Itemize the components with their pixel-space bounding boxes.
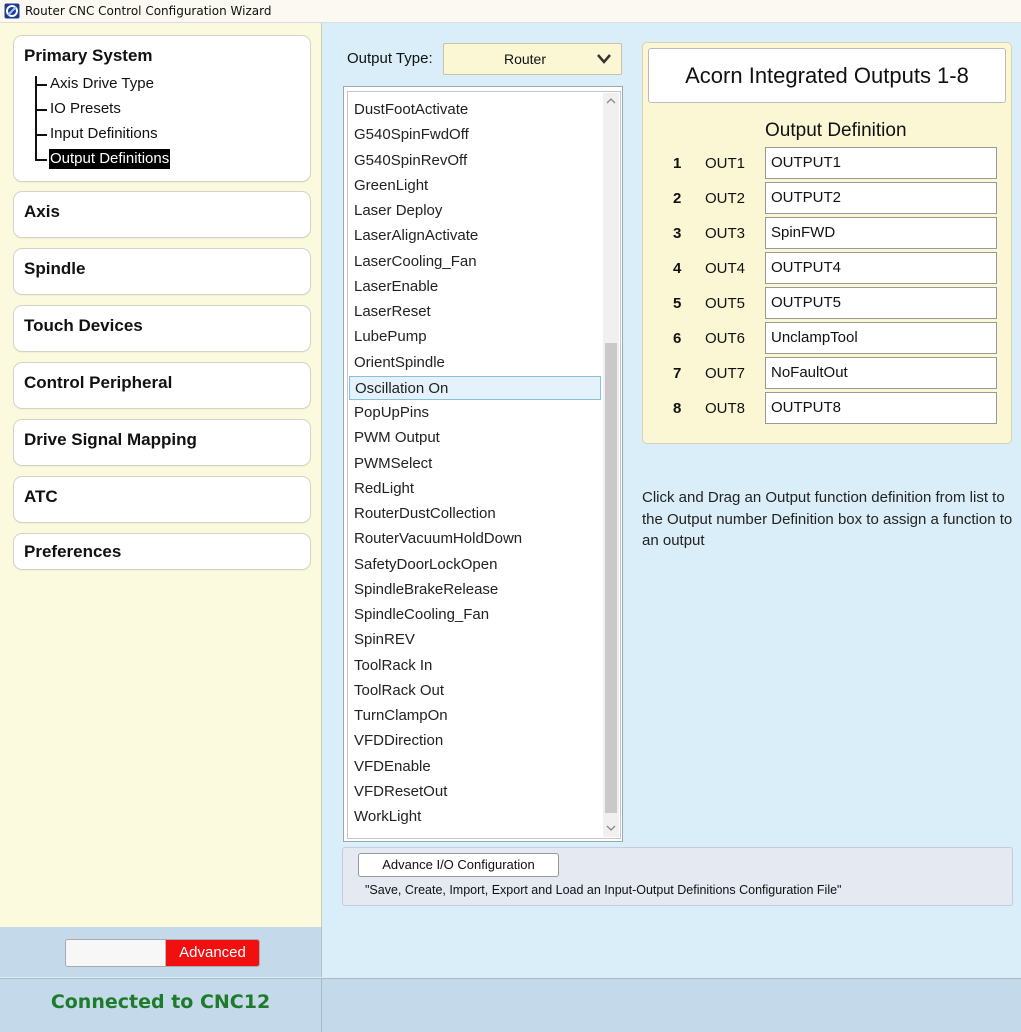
output-row: [643, 147, 1011, 182]
nav-control-peripheral[interactable]: [13, 362, 311, 409]
list-item[interactable]: G540SpinRevOff: [354, 151, 468, 169]
list-item[interactable]: VFDResetOut: [354, 782, 448, 800]
nav-axis-label: Axis: [24, 202, 60, 221]
list-item[interactable]: SafetyDoorLockOpen: [354, 555, 498, 573]
output-function-list[interactable]: [343, 86, 623, 842]
output-number: 8: [673, 400, 682, 417]
output-number: 5: [673, 295, 682, 312]
output-row: [643, 357, 1011, 392]
output-number: 7: [673, 365, 682, 382]
window-title: Router CNC Control Configuration Wizard: [25, 4, 272, 18]
connection-status: Connected to CNC12: [50, 991, 271, 1013]
output-name: OUT6: [705, 330, 746, 347]
output-function-list-body: [347, 91, 621, 839]
list-item[interactable]: ToolRack Out: [354, 681, 445, 699]
output-row: [643, 217, 1011, 252]
subitem-axis-drive-type[interactable]: Axis Drive Type: [50, 75, 154, 92]
output-row: [643, 287, 1011, 322]
output-number: 3: [673, 225, 682, 242]
outputs-panel: [642, 42, 1012, 444]
advanced-toggle[interactable]: [65, 939, 260, 967]
nav-spindle-label: Spindle: [24, 259, 86, 278]
subitem-input-definitions[interactable]: Input Definitions: [50, 125, 158, 142]
advanced-toggle-label: Advanced: [166, 940, 259, 966]
output-name: OUT3: [705, 225, 746, 242]
output-row: [643, 322, 1011, 357]
list-item[interactable]: PopUpPins: [354, 404, 430, 421]
tree-branch: [35, 159, 47, 161]
output-number: 2: [673, 190, 682, 207]
nav-spindle[interactable]: [13, 248, 311, 295]
output-definition-field[interactable]: NoFaultOut: [765, 357, 997, 389]
output-row: [643, 252, 1011, 287]
help-text: Click and Drag an Output function definition from list to the Output number Definition box to assign a function to an output: [642, 489, 1013, 549]
tree-branch: [35, 84, 47, 86]
list-item[interactable]: OrientSpindle: [354, 353, 445, 371]
advance-io-configuration-button[interactable]: Advance I/O Configuration: [358, 853, 559, 877]
list-item[interactable]: LaserCooling_Fan: [354, 252, 477, 270]
nav-touch-devices[interactable]: [13, 305, 311, 352]
list-item[interactable]: WorkLight: [354, 808, 422, 825]
tree-branch: [35, 134, 47, 136]
output-definition-field[interactable]: OUTPUT8: [765, 392, 997, 424]
output-number: 6: [673, 330, 682, 347]
list-item[interactable]: Laser Deploy: [354, 202, 443, 219]
list-item[interactable]: RouterDustCollection: [354, 505, 496, 522]
list-item[interactable]: LaserAlignActivate: [354, 227, 479, 245]
nav-primary-system-label: Primary System: [24, 46, 153, 65]
status-bar: [0, 978, 322, 1032]
output-name: OUT5: [705, 295, 746, 312]
nav-atc-label: ATC: [24, 487, 58, 506]
list-item[interactable]: LubePump: [354, 328, 427, 346]
nav-preferences[interactable]: [13, 533, 311, 570]
tree-branch: [35, 109, 47, 111]
output-name: OUT8: [705, 400, 746, 417]
output-name: OUT1: [705, 155, 746, 172]
list-item[interactable]: GreenLight: [354, 176, 429, 194]
output-definition-field[interactable]: SpinFWD: [765, 217, 997, 249]
nav-axis[interactable]: [13, 191, 311, 238]
toggle-knob: [66, 940, 166, 966]
list-item[interactable]: ToolRack In: [354, 656, 433, 674]
list-item[interactable]: G540SpinFwdOff: [354, 126, 469, 144]
list-item[interactable]: DustFootActivate: [354, 101, 469, 118]
output-row: [643, 392, 1011, 427]
output-definition-field[interactable]: OUTPUT5: [765, 287, 997, 319]
advanced-io-section: [342, 847, 1013, 906]
output-number: 1: [673, 155, 682, 172]
subitem-io-presets[interactable]: IO Presets: [50, 100, 121, 117]
tree-line: [35, 76, 37, 161]
advanced-io-description: "Save, Create, Import, Export and Load an Input-Output Definitions Configuration File": [365, 883, 842, 897]
output-number: 4: [673, 260, 682, 277]
list-item[interactable]: VFDEnable: [354, 757, 431, 775]
output-name: OUT7: [705, 365, 746, 382]
output-row: [643, 182, 1011, 217]
scroll-down-icon[interactable]: [603, 821, 619, 835]
subitem-output-definitions[interactable]: Output Definitions: [50, 150, 170, 167]
nav-touch-devices-label: Touch Devices: [24, 316, 143, 335]
chevron-down-icon: [596, 52, 612, 66]
outputs-panel-title: Acorn Integrated Outputs 1-8: [648, 48, 1006, 103]
output-name: OUT2: [705, 190, 746, 207]
sidebar: [0, 23, 322, 927]
output-type-label: Output Type:: [347, 50, 433, 67]
nav-atc[interactable]: [13, 476, 311, 523]
nav-drive-signal-mapping-label: Drive Signal Mapping: [24, 430, 197, 449]
list-item[interactable]: PWM Output: [354, 429, 440, 447]
nav-preferences-label: Preferences: [24, 542, 122, 561]
list-item[interactable]: SpindleCooling_Fan: [354, 606, 490, 623]
app-icon: [4, 3, 20, 19]
output-type-value: Router: [503, 51, 547, 67]
title-bar: [0, 0, 1021, 23]
list-item[interactable]: LaserEnable: [354, 277, 439, 295]
list-item[interactable]: RouterVacuumHoldDown: [354, 530, 523, 548]
list-item[interactable]: LaserReset: [354, 303, 431, 320]
output-type-dropdown[interactable]: [443, 43, 622, 75]
list-item[interactable]: PWMSelect: [354, 454, 433, 472]
list-scrollbar[interactable]: [603, 93, 619, 837]
nav-drive-signal-mapping[interactable]: [13, 419, 311, 466]
output-name: OUT4: [705, 260, 746, 277]
list-item[interactable]: VFDDirection: [354, 732, 444, 750]
output-definition-field[interactable]: OUTPUT1: [765, 147, 997, 179]
output-definition-field[interactable]: OUTPUT4: [765, 252, 997, 284]
list-item[interactable]: SpindleBrakeRelease: [354, 580, 499, 598]
list-item[interactable]: Oscillation On: [349, 376, 601, 400]
output-definition-field[interactable]: UnclampTool: [765, 322, 997, 354]
list-item[interactable]: RedLight: [354, 479, 415, 497]
nav-primary-system[interactable]: [13, 35, 311, 182]
status-bar-right: [322, 978, 1021, 1032]
output-definition-field[interactable]: OUTPUT2: [765, 182, 997, 214]
scroll-thumb[interactable]: [605, 343, 617, 813]
scroll-up-icon[interactable]: [603, 94, 619, 108]
list-item[interactable]: TurnClampOn: [354, 707, 448, 724]
nav-control-peripheral-label: Control Peripheral: [24, 373, 173, 392]
output-definition-header: Output Definition: [765, 120, 907, 141]
list-item[interactable]: SpinREV: [354, 631, 415, 649]
